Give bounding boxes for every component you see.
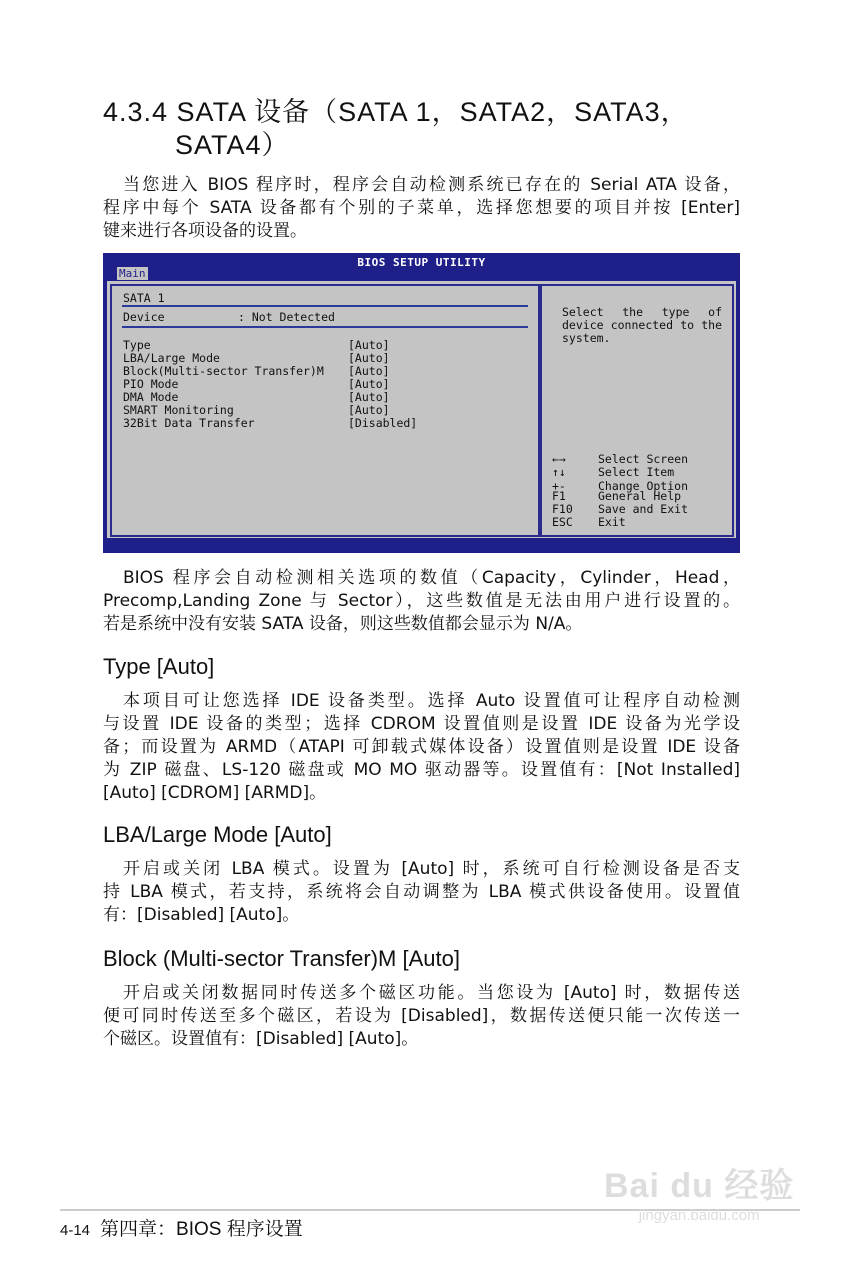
bios-setting-value[interactable]: [Disabled]	[348, 416, 418, 430]
intro-paragraph	[103, 174, 740, 243]
bios-setting-label[interactable]: 32Bit Data Transfer	[123, 416, 255, 430]
key-description: Exit	[598, 515, 626, 529]
page-number: 4-14	[60, 1222, 91, 1239]
text-line: 与设置 IDE 设备的类型；选择 CDROM 设置值则是设置 IDE 设备为光学设	[103, 714, 740, 734]
key-description: Save and Exit	[598, 502, 689, 516]
bios-setting-value[interactable]: [Auto]	[348, 351, 390, 365]
text-line: 备；而设置为 ARMD（ATAPI 可卸载式媒体设备）设置值则是设置 IDE 设备	[103, 737, 740, 757]
bios-settings-panel	[110, 284, 540, 537]
key-description: Change Option	[598, 479, 689, 493]
text-line: 个磁区。设置值有：[Disabled] [Auto]。	[103, 1029, 419, 1049]
key-label: ↑↓	[552, 465, 566, 479]
device-label: Device	[123, 310, 165, 324]
section-title	[103, 96, 689, 162]
device-value: : Not Detected	[238, 310, 335, 324]
bios-setting-value[interactable]: [Auto]	[348, 364, 390, 378]
text-line: 为 ZIP 磁盘、LS-120 磁盘或 MO MO 驱动器等。设置值有：[Not Installed]	[103, 760, 740, 780]
chapter-title: 第四章：BIOS 程序设置	[100, 1219, 303, 1240]
key-description: Select Item	[598, 465, 675, 479]
bios-setting-label[interactable]: SMART Monitoring	[123, 403, 234, 417]
subsection-paragraph	[103, 858, 740, 927]
subsection-paragraph	[103, 690, 740, 805]
text-line: 程序中每个 SATA 设备都有个别的子菜单，选择您想要的项目并按 [Enter]	[103, 198, 740, 218]
bios-setting-label[interactable]: Type	[123, 338, 151, 352]
text-line: 开启或关闭数据同时传送多个磁区功能。当您设为 [Auto] 时，数据传送	[123, 983, 740, 1003]
text-line: 若是系统中没有安装 SATA 设备，则这些数值都会显示为 N/A。	[103, 614, 583, 634]
bios-setting-label[interactable]: LBA/Large Mode	[123, 351, 220, 365]
help-text: Select the type of device connected to the system.	[562, 305, 722, 345]
bios-setting-label[interactable]: DMA Mode	[123, 390, 179, 404]
subsection-heading: LBA/Large Mode [Auto]	[103, 822, 332, 847]
bios-body	[107, 281, 736, 538]
bios-section-title: SATA 1	[123, 291, 165, 305]
text-line: 开启或关闭 LBA 模式。设置为 [Auto] 时，系统可自行检测设备是否支	[123, 859, 740, 879]
bios-help-panel	[540, 284, 734, 537]
text-line: 本项目可让您选择 IDE 设备类型。选择 Auto 设置值可让程序自动检测	[123, 691, 740, 711]
text-line: BIOS 程序会自动检测相关选项的数值（Capacity，Cylinder，Head，	[123, 568, 740, 588]
bios-setting-value[interactable]: [Auto]	[348, 403, 390, 417]
key-description: Select Screen	[598, 452, 689, 466]
key-label: ←→	[552, 452, 566, 466]
key-label: F10	[552, 502, 573, 516]
bios-header: BIOS SETUP UTILITY	[357, 256, 486, 269]
subsection-heading: Type [Auto]	[103, 654, 215, 679]
text-line: 持 LBA 模式，若支持，系统将会自动调整为 LBA 模式供设备使用。设置值	[103, 882, 740, 902]
bios-setting-value[interactable]: [Auto]	[348, 390, 390, 404]
text-line: [Auto] [CDROM] [ARMD]。	[103, 783, 327, 803]
paragraph	[103, 567, 740, 636]
text-line: 键来进行各项设备的设置。	[103, 221, 307, 241]
bios-setting-label[interactable]: PIO Mode	[123, 377, 179, 391]
bios-setting-label[interactable]: Block(Multi-sector Transfer)M	[123, 364, 324, 378]
text-line: 便可同时传送至多个磁区，若设为 [Disabled]，数据传送便只能一次传送一	[103, 1006, 740, 1026]
key-label: +-	[552, 479, 566, 493]
baidu-watermark-logo: Bai du 经验 jingyan.baidu.com	[604, 1167, 795, 1224]
divider	[122, 305, 528, 307]
key-description: General Help	[598, 489, 682, 503]
text-line: Precomp,Landing Zone 与 Sector），这些数值是无法由用户进行设置的。	[103, 591, 740, 611]
bios-screenshot	[103, 253, 740, 553]
title-line: SATA4）	[175, 130, 290, 160]
title-line: 4.3.4 SATA 设备（SATA 1，SATA2，SATA3，	[103, 97, 689, 127]
subsection-heading: Block (Multi-sector Transfer)M [Auto]	[103, 946, 460, 971]
subsection-paragraph	[103, 982, 740, 1051]
text-line: 当您进入 BIOS 程序时，程序会自动检测系统已存在的 Serial ATA 设备，	[123, 175, 740, 195]
key-label: F1	[552, 489, 566, 503]
bios-tab-main: Main	[119, 267, 146, 280]
bios-setting-value[interactable]: [Auto]	[348, 377, 390, 391]
text-line: 有：[Disabled] [Auto]。	[103, 905, 300, 925]
bios-setting-value[interactable]: [Auto]	[348, 338, 390, 352]
divider	[122, 326, 528, 328]
key-label: ESC	[552, 515, 573, 529]
footer	[60, 1214, 303, 1241]
